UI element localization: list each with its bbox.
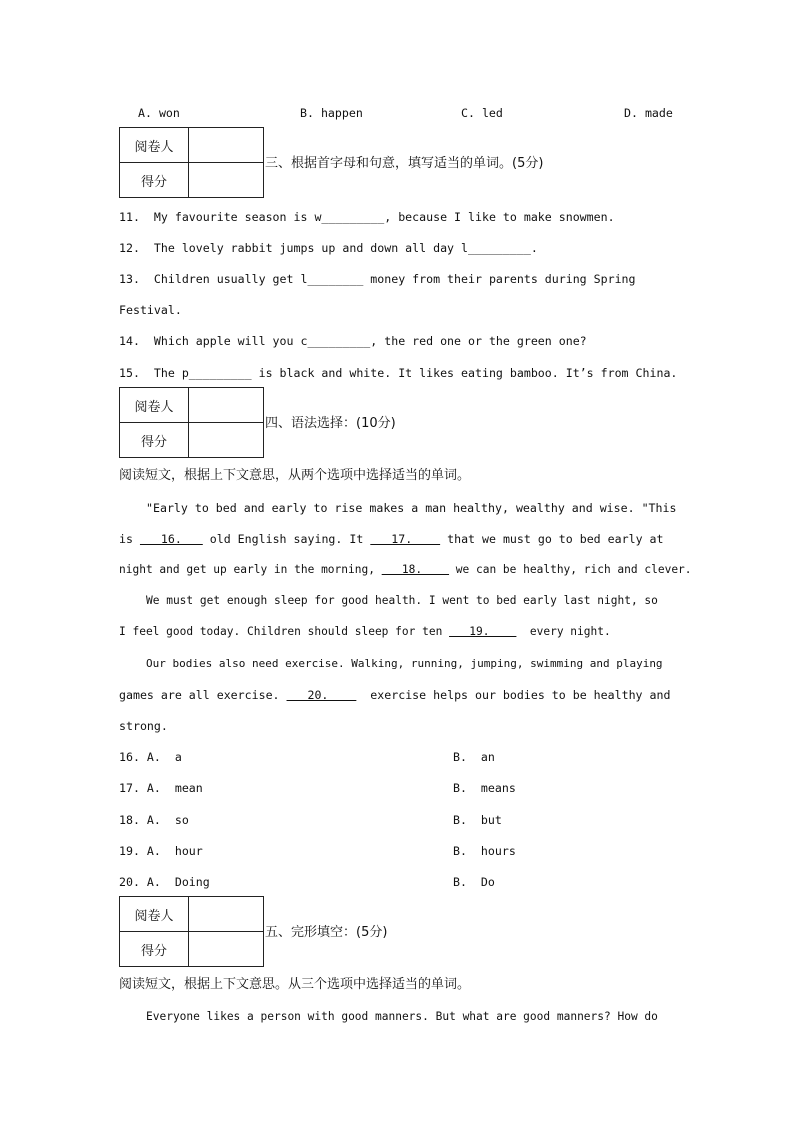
question-13-cont: Festival.	[119, 303, 182, 317]
section5-instruction: 阅读短文，根据上下文意思。从三个选项中选择适当的单词。	[119, 977, 471, 992]
passage-line: Everyone likes a person with good manners. But what are good manners? How do	[146, 1010, 658, 1023]
passage-line: strong.	[119, 719, 168, 733]
score-label: 得分	[120, 423, 189, 458]
option-20-a: 20. A. Doing	[119, 875, 210, 889]
score-box-section3	[119, 127, 264, 198]
option-16-b: B. an	[453, 750, 495, 764]
option-18-b: B. but	[453, 813, 502, 827]
option-b: B. happen	[300, 106, 363, 120]
reviewer-cell	[189, 897, 264, 932]
question-13: 13. Children usually get l________ money from their parents during Spring	[119, 272, 636, 286]
option-17-a: 17. A. mean	[119, 781, 203, 795]
section4-title: 四、语法选择：(10分)	[265, 416, 396, 431]
section3-title: 三、根据首字母和句意，填写适当的单词。(5分)	[265, 156, 544, 171]
passage-text: night and get up early in the morning,	[119, 563, 382, 576]
reviewer-cell	[189, 388, 264, 423]
passage-line: Our bodies also need exercise. Walking, running, jumping, swimming and playing	[146, 657, 663, 670]
question-12: 12. The lovely rabbit jumps up and down all day l_________.	[119, 241, 538, 255]
reviewer-cell	[189, 128, 264, 163]
passage-line	[119, 624, 611, 640]
question-11: 11. My favourite season is w_________, because I like to make snowmen.	[119, 210, 615, 224]
score-label: 得分	[120, 163, 189, 198]
passage-text: exercise helps our bodies to be healthy and	[356, 688, 671, 702]
option-19-b: B. hours	[453, 844, 516, 858]
reviewer-label: 阅卷人	[120, 897, 189, 932]
question-15: 15. The p_________ is black and white. It likes eating bamboo. It’s from China.	[119, 366, 678, 380]
option-d: D. made	[624, 106, 673, 120]
passage-line	[119, 531, 664, 547]
section5-title: 五、完形填空：(5分)	[265, 925, 388, 940]
passage-text: old English saying. It	[202, 532, 371, 546]
score-cell	[189, 163, 264, 198]
option-c: C. led	[461, 106, 503, 120]
passage-line	[119, 687, 670, 703]
option-a: A. won	[138, 106, 180, 120]
passage-text: that we must go to bed early at	[440, 532, 664, 546]
option-19-a: 19. A. hour	[119, 844, 203, 858]
blank-16: 16.	[139, 532, 203, 546]
passage-text: every night.	[516, 625, 611, 638]
option-16-a: 16. A. a	[119, 750, 182, 764]
blank-17: 17.	[370, 532, 441, 546]
question-14: 14. Which apple will you c_________, the red one or the green one?	[119, 334, 587, 348]
passage-text: we can be healthy, rich and clever.	[449, 563, 692, 576]
score-box-section5	[119, 896, 264, 967]
passage-text: games are all exercise.	[119, 688, 287, 702]
passage-line: We must get enough sleep for good health. I went to bed early last night, so	[146, 594, 658, 607]
blank-18: 18.	[381, 563, 450, 576]
passage-text: is	[119, 532, 140, 546]
score-label: 得分	[120, 932, 189, 967]
score-cell	[189, 423, 264, 458]
section4-instruction: 阅读短文，根据上下文意思，从两个选项中选择适当的单词。	[119, 468, 471, 483]
passage-line	[119, 562, 692, 578]
reviewer-label: 阅卷人	[120, 388, 189, 423]
blank-19: 19.	[449, 625, 517, 638]
score-box-section4	[119, 387, 264, 458]
option-20-b: B. Do	[453, 875, 495, 889]
passage-line: "Early to bed and early to rise makes a man healthy, wealthy and wise. "This	[146, 501, 677, 515]
passage-text: I feel good today. Children should sleep for ten	[119, 625, 450, 638]
score-cell	[189, 932, 264, 967]
reviewer-label: 阅卷人	[120, 128, 189, 163]
blank-20: 20.	[286, 688, 357, 702]
option-17-b: B. means	[453, 781, 516, 795]
option-18-a: 18. A. so	[119, 813, 189, 827]
